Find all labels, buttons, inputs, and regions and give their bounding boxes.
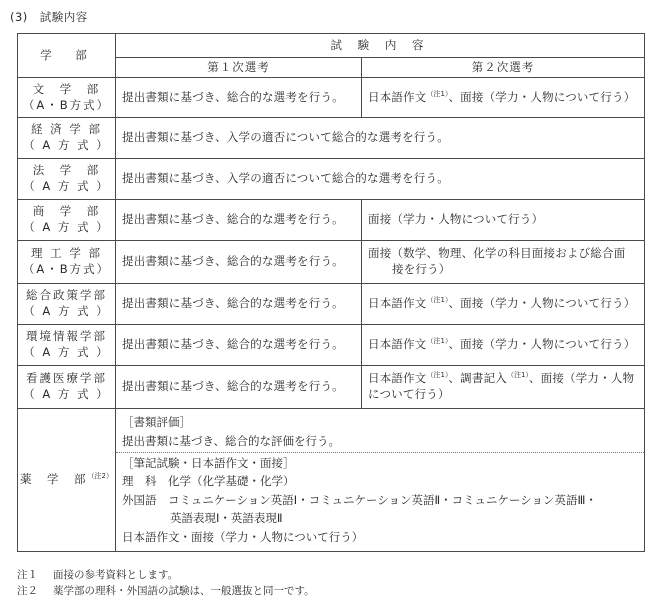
table-row: [18, 200, 645, 241]
faculty-method: （ A 方 式 ）: [23, 304, 110, 318]
science-line: 理 科 化学（化学基礎・化学）: [122, 474, 295, 489]
faculty-method: （ A 方 式 ）: [23, 387, 110, 401]
note-marker: （注1）: [426, 371, 449, 380]
faculty-cell: [18, 284, 116, 325]
round2-text: 日本語作文: [368, 296, 427, 311]
round2-cell: [362, 284, 645, 325]
faculty-name: 法 学 部: [32, 163, 101, 178]
round2-text: 、面接（学力・人物について行う）: [448, 89, 636, 104]
note-marker: （注1）: [506, 371, 529, 380]
table-row: [18, 78, 645, 118]
footnote-label: 注２: [17, 584, 38, 597]
combined-cell: 提出書類に基づき、入学の適否について総合的な選考を行う。: [116, 159, 645, 200]
combined-cell: 提出書類に基づき、入学の適否について総合的な選考を行う。: [116, 118, 645, 159]
faculty-method: （ A 方 式 ）: [23, 220, 110, 234]
header-exam-content: 試 験 内 容: [116, 34, 645, 58]
table-row: [18, 241, 645, 284]
round2-text: 日本語作文: [368, 337, 427, 352]
table-row-pharmacy: [18, 409, 645, 552]
round1-cell: 提出書類に基づき、総合的な選考を行う。: [116, 284, 362, 325]
faculty-name: 理 工 学 部: [31, 246, 102, 261]
footnote-text: 面接の参考資料とします。: [53, 569, 179, 581]
faculty-name: 総合政策学部: [26, 288, 107, 303]
faculty-name: 看護医療学部: [26, 371, 107, 386]
note-marker: （注1）: [426, 337, 449, 346]
header-faculty: 学 部: [18, 34, 116, 78]
round2-cell: [362, 366, 645, 409]
faculty-cell: [18, 118, 116, 159]
footnote: [17, 568, 315, 584]
table-row: [18, 159, 645, 200]
essay-line: 日本語作文・面接（学力・人物について行う）: [122, 530, 364, 545]
faculty-method: （A・B方式）: [22, 97, 111, 112]
round2-text: 日本語作文: [368, 371, 427, 386]
footnotes: [17, 568, 315, 600]
round2-text: 日本語作文: [368, 89, 427, 104]
round2-text: 、面接（学力・人物: [528, 371, 635, 386]
round2-cell: 面接（学力・人物について行う）: [362, 200, 645, 241]
round2-cell: [362, 241, 645, 284]
note-marker: （注1）: [426, 296, 449, 305]
language-line: 外国語 コミュニケーション英語Ⅰ・コミュニケーション英語Ⅱ・コミュニケーション英語Ⅲ・: [122, 492, 597, 507]
round1-cell: 提出書類に基づき、総合的な選考を行う。: [116, 78, 362, 118]
round1-cell: 提出書類に基づき、総合的な選考を行う。: [116, 200, 362, 241]
faculty-name: 商 学 部: [32, 204, 101, 219]
faculty-method: （ A 方 式 ）: [23, 345, 110, 359]
exam-content-table: [17, 33, 645, 552]
footnote-text: 薬学部の理科・外国語の試験は、一般選抜と同一です。: [53, 584, 315, 597]
faculty-cell: [18, 325, 116, 366]
note-marker: （注1）: [426, 89, 449, 98]
pharmacy-content: [116, 409, 645, 552]
table-row: [18, 118, 645, 159]
header-round2: 第２次選考: [362, 58, 645, 78]
faculty-name: 環境情報学部: [26, 329, 107, 344]
faculty-name: 薬 学 部: [20, 472, 88, 487]
footnote: [17, 584, 315, 600]
round2-text: 、調書記入: [448, 371, 507, 386]
faculty-name: 経 済 学 部: [31, 122, 102, 137]
note-marker: （注2）: [87, 472, 113, 481]
faculty-cell: [18, 200, 116, 241]
table-row: [18, 284, 645, 325]
round2-cell: [362, 325, 645, 366]
written-exam-title: ［筆記試験・日本語作文・面接］: [116, 452, 644, 473]
round2-text: 、面接（学力・人物について行う）: [448, 296, 636, 311]
doc-eval-title: ［書類評価］: [122, 415, 191, 430]
round2-text-cont: について行う）: [368, 387, 450, 401]
faculty-cell: [18, 159, 116, 200]
faculty-method: （ A 方 式 ）: [23, 179, 110, 193]
round2-text-cont: 接を行う）: [392, 262, 451, 276]
faculty-cell: [18, 241, 116, 284]
language-line-cont: 英語表現Ⅰ・英語表現Ⅱ: [170, 511, 283, 526]
faculty-method: （A・B方式）: [22, 262, 111, 276]
faculty-cell: [18, 409, 116, 552]
faculty-cell: [18, 78, 116, 118]
section-heading: (3) 試験内容: [10, 10, 88, 24]
round2-text: 、面接（学力・人物について行う）: [448, 337, 636, 352]
faculty-method: （ A 方 式 ）: [23, 138, 110, 152]
round1-cell: 提出書類に基づき、総合的な選考を行う。: [116, 325, 362, 366]
table-row: [18, 366, 645, 409]
round2-text: 面接（数学、物理、化学の科目面接および総合面: [368, 246, 626, 261]
round2-cell: [362, 78, 645, 118]
table-row: [18, 325, 645, 366]
faculty-name: 文 学 部: [32, 81, 101, 96]
footnote-label: 注１: [17, 569, 38, 581]
doc-eval-text: 提出書類に基づき、総合的な評価を行う。: [122, 433, 341, 448]
faculty-cell: [18, 366, 116, 409]
header-round1: 第１次選考: [116, 58, 362, 78]
round1-cell: 提出書類に基づき、総合的な選考を行う。: [116, 241, 362, 284]
round1-cell: 提出書類に基づき、総合的な選考を行う。: [116, 366, 362, 409]
